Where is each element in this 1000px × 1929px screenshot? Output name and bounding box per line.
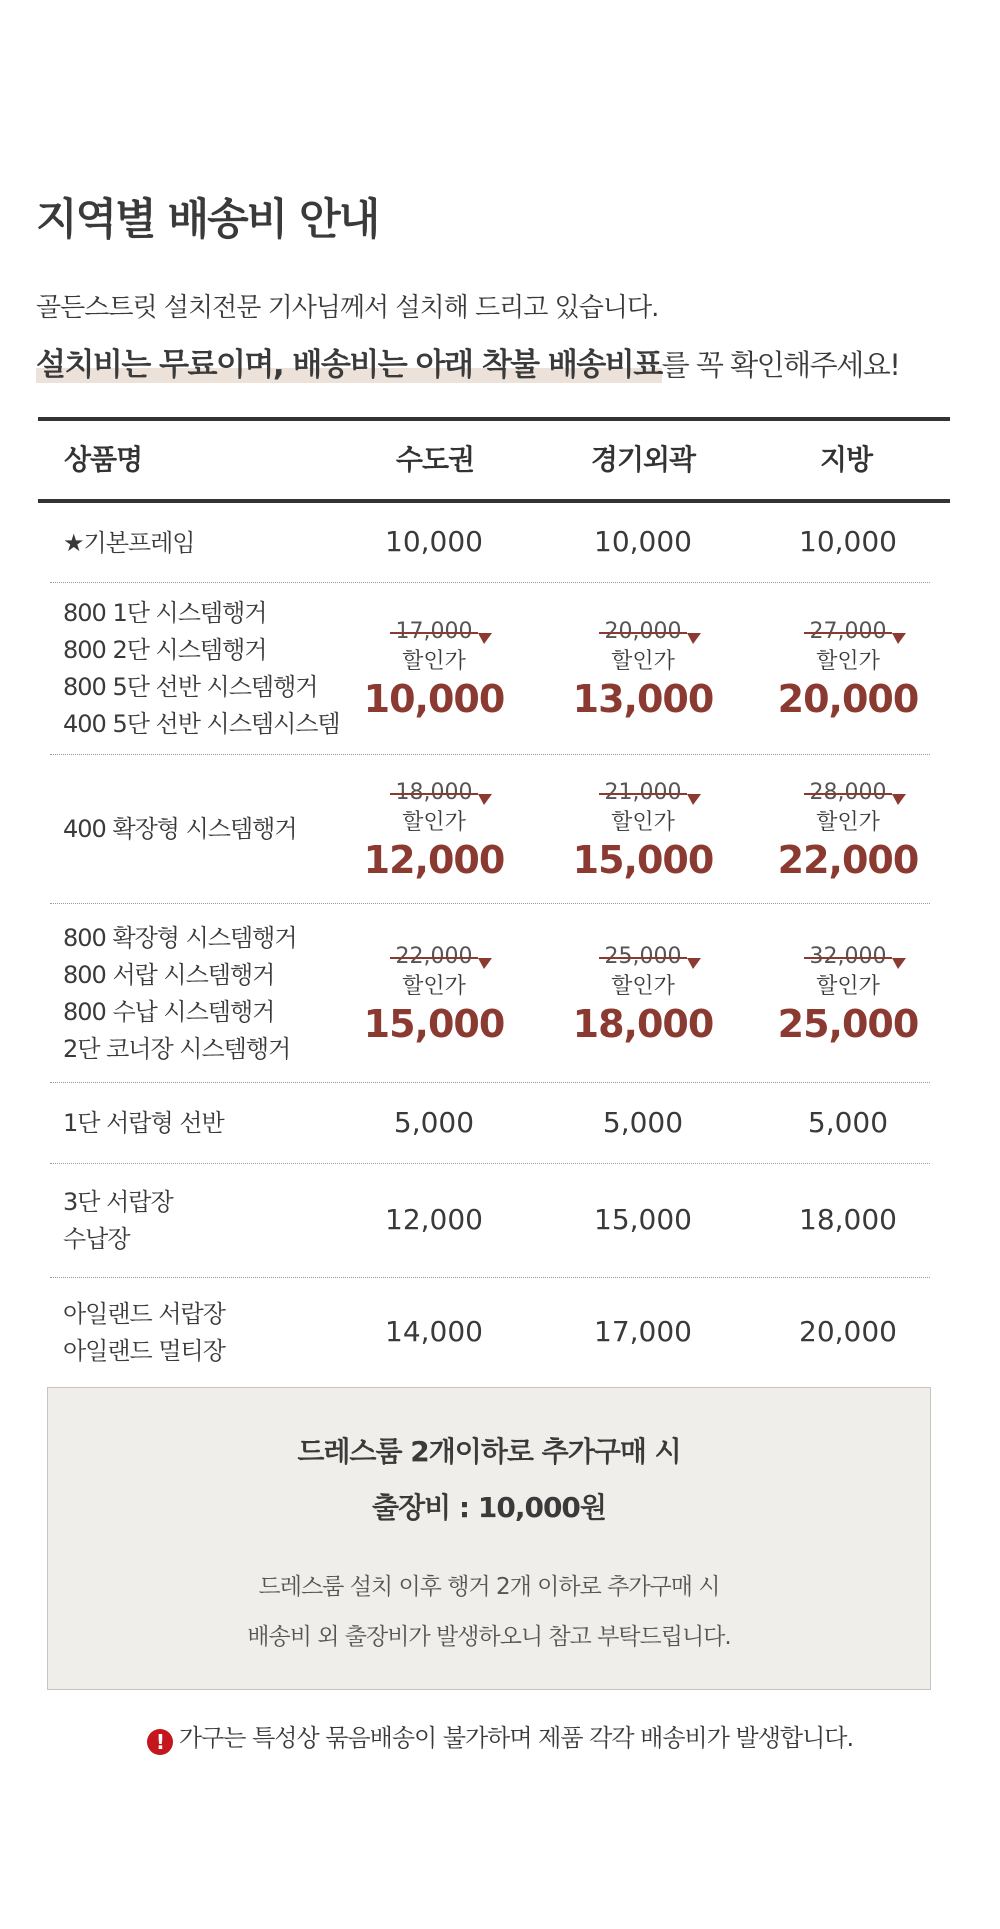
product-name: 800 수납 시스템행거 <box>63 998 275 1026</box>
table-row <box>50 1278 930 1387</box>
price-value: 12,000 <box>385 1203 483 1236</box>
original-price <box>396 942 473 972</box>
original-price-text: 20,000 <box>604 619 682 644</box>
product-name: 아일랜드 멀티장 <box>63 1337 225 1365</box>
discount-label: 할인가 <box>402 649 466 674</box>
discount-label: 할인가 <box>816 810 880 835</box>
discount-cell <box>344 942 524 1046</box>
notice-text: 가구는 특성상 묶음배송이 불가하며 제품 각각 배송비가 발생합니다. <box>178 1724 854 1752</box>
price-value: 14,000 <box>385 1315 483 1348</box>
discount-label: 할인가 <box>816 974 880 999</box>
table-header <box>38 417 950 503</box>
original-price-text: 27,000 <box>809 619 887 644</box>
down-arrow-icon <box>892 951 908 969</box>
product-name: 800 확장형 시스템행거 <box>63 924 297 952</box>
discount-label: 할인가 <box>402 810 466 835</box>
discount-cell <box>553 942 733 1046</box>
bundle-notice <box>0 1718 1000 1755</box>
box-heading-2: 출장비 : 10,000원 <box>372 1491 606 1524</box>
discount-cell <box>758 942 938 1046</box>
original-price <box>810 942 887 972</box>
table-row <box>50 583 930 755</box>
box-heading-1: 드레스룸 2개이하로 추가구매 시 <box>297 1435 681 1468</box>
intro-line-1: 골든스트릿 설치전문 기사님께서 설치해 드리고 있습니다. <box>36 293 659 323</box>
original-price <box>810 617 887 647</box>
header-provinces: 지방 <box>819 443 873 476</box>
intro-line-2 <box>36 339 899 384</box>
price-value: 5,000 <box>393 1106 475 1139</box>
product-names <box>63 920 297 1068</box>
original-price <box>605 942 682 972</box>
discount-cell <box>553 778 733 882</box>
discount-label: 할인가 <box>402 974 466 999</box>
discounted-price: 13,000 <box>572 677 714 721</box>
original-price-text: 21,000 <box>604 780 682 805</box>
table-row <box>50 503 930 583</box>
down-arrow-icon <box>892 626 908 644</box>
product-names <box>63 811 297 848</box>
original-price-text: 22,000 <box>395 944 473 969</box>
product-name: 3단 서랍장 <box>63 1188 173 1216</box>
product-name: 800 1단 시스템행거 <box>63 599 267 627</box>
price-value: 15,000 <box>594 1203 692 1236</box>
discounted-price: 22,000 <box>777 838 919 882</box>
box-text-2: 배송비 외 출장비가 발생하오니 참고 부탁드립니다. <box>247 1624 731 1650</box>
product-name: 1단 서랍형 선반 <box>63 1109 224 1137</box>
page-title: 지역별 배송비 안내 <box>36 195 379 245</box>
price-value: 18,000 <box>799 1203 897 1236</box>
header-product-name: 상품명 <box>64 443 143 476</box>
header-capital-area: 수도권 <box>395 443 475 476</box>
discounted-price: 20,000 <box>777 677 919 721</box>
price-value: 17,000 <box>594 1315 692 1348</box>
product-name: 800 5단 선반 시스템행거 <box>63 673 318 701</box>
price-value: 5,000 <box>807 1106 889 1139</box>
discount-label: 할인가 <box>611 810 675 835</box>
product-names <box>63 525 194 562</box>
discount-cell <box>758 778 938 882</box>
original-price-text: 25,000 <box>604 944 682 969</box>
original-price <box>396 617 473 647</box>
intro-highlight: 설치비는 무료이며, 배송비는 아래 착불 배송비표 <box>36 347 662 383</box>
table-row <box>50 1083 930 1164</box>
price-value: 10,000 <box>594 525 692 558</box>
table-row <box>50 1164 930 1278</box>
discounted-price: 12,000 <box>363 838 505 882</box>
product-names <box>63 1184 173 1258</box>
discount-label: 할인가 <box>816 649 880 674</box>
down-arrow-icon <box>892 787 908 805</box>
original-price <box>605 617 682 647</box>
discounted-price: 18,000 <box>572 1002 714 1046</box>
discounted-price: 10,000 <box>363 677 505 721</box>
original-price-text: 18,000 <box>395 780 473 805</box>
discounted-price: 25,000 <box>777 1002 919 1046</box>
product-names <box>63 1105 224 1142</box>
discounted-price: 15,000 <box>572 838 714 882</box>
product-name: 400 확장형 시스템행거 <box>63 815 297 843</box>
down-arrow-icon <box>687 787 703 805</box>
product-name: ★기본프레임 <box>63 529 195 557</box>
down-arrow-icon <box>687 626 703 644</box>
header-gyeonggi-outer: 경기외곽 <box>590 443 696 476</box>
down-arrow-icon <box>478 951 494 969</box>
discount-cell <box>758 617 938 721</box>
price-value: 10,000 <box>799 525 897 558</box>
box-text-1: 드레스룸 설치 이후 행거 2개 이하로 추가구매 시 <box>258 1574 720 1600</box>
product-name: 800 2단 시스템행거 <box>63 636 267 664</box>
intro-rest: 를 꼭 확인해주세요! <box>661 348 900 382</box>
exclamation-circle-icon: ! <box>147 1729 173 1755</box>
original-price-text: 32,000 <box>809 944 887 969</box>
down-arrow-icon <box>478 787 494 805</box>
product-name: 아일랜드 서랍장 <box>63 1300 225 1328</box>
product-names <box>63 1296 225 1370</box>
price-value: 10,000 <box>385 525 483 558</box>
table-row <box>50 755 930 904</box>
product-name: 2단 코너장 시스템행거 <box>63 1035 291 1063</box>
discount-cell <box>344 617 524 721</box>
extra-purchase-box <box>47 1387 931 1690</box>
discount-label: 할인가 <box>611 649 675 674</box>
discounted-price: 15,000 <box>363 1002 505 1046</box>
down-arrow-icon <box>478 626 494 644</box>
discount-cell <box>344 778 524 882</box>
original-price <box>810 778 887 808</box>
original-price-text: 17,000 <box>395 619 473 644</box>
price-value: 5,000 <box>602 1106 684 1139</box>
original-price <box>605 778 682 808</box>
original-price-text: 28,000 <box>809 780 887 805</box>
price-value: 20,000 <box>799 1315 897 1348</box>
product-name: 400 5단 선반 시스템시스템 <box>63 710 340 738</box>
product-names <box>63 595 340 743</box>
table-row <box>50 904 930 1083</box>
original-price <box>396 778 473 808</box>
product-name: 800 서랍 시스템행거 <box>63 961 275 989</box>
discount-cell <box>553 617 733 721</box>
product-name: 수납장 <box>63 1225 130 1253</box>
down-arrow-icon <box>687 951 703 969</box>
discount-label: 할인가 <box>611 974 675 999</box>
